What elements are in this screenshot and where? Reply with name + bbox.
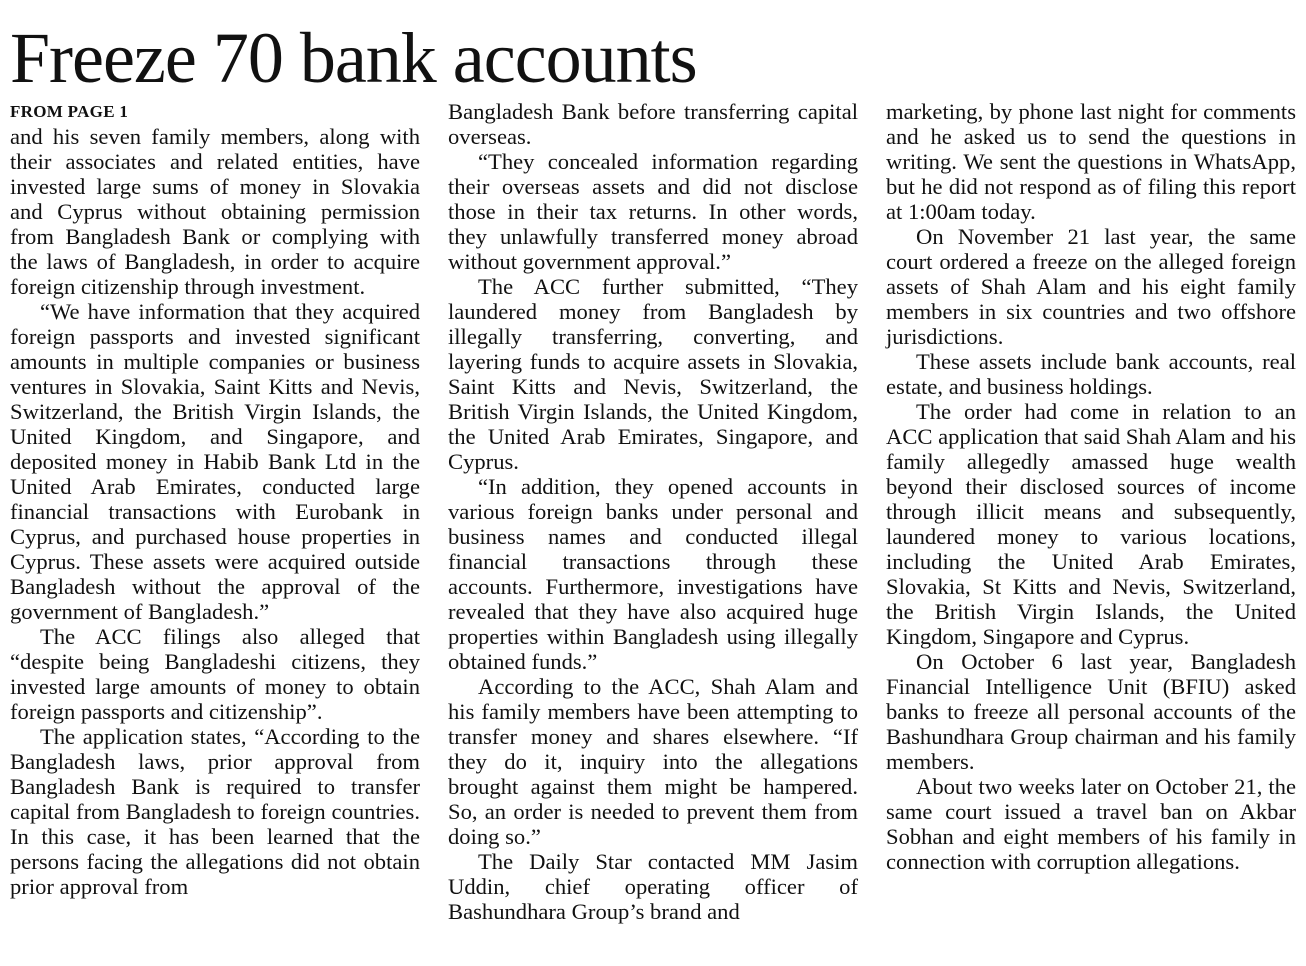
paragraph: “In addition, they opened accounts in various foreign banks under personal and business names and conducted illegal financial transactions through these accounts. Furthermore, investigations have revealed that they have also acquired huge properties within Bangladesh using illegally obtained funds.”	[448, 474, 858, 674]
article-column-3	[886, 99, 1296, 874]
paragraph: These assets include bank accounts, real estate, and business holdings.	[886, 349, 1296, 399]
continuation-kicker: FROM PAGE 1	[10, 102, 129, 121]
paragraph: According to the ACC, Shah Alam and his family members have been attempting to transfer money and shares elsewhere. “If they do it, inquiry into the allegations brought against them might be hampered. So, an order is needed to prevent them from doing so.”	[448, 674, 858, 849]
article-column-2	[448, 99, 858, 924]
headline: Freeze 70 bank accounts	[10, 18, 697, 98]
paragraph: The application states, “According to the Bangladesh laws, prior approval from Bangladesh Bank is required to transfer capital from Bangladesh to foreign countries. In this case, it has been learned that the persons facing the allegations did not obtain prior approval from	[10, 724, 420, 899]
paragraph: On October 6 last year, Bangladesh Financial Intelligence Unit (BFIU) asked banks to freeze all personal accounts of the Bashundhara Group chairman and his family members.	[886, 649, 1296, 774]
paragraph: About two weeks later on October 21, the same court issued a travel ban on Akbar Sobhan and eight members of his family in connection with corruption allegations.	[886, 774, 1296, 874]
paragraph: The Daily Star contacted MM Jasim Uddin, chief operating officer of Bashundhara Group’s brand and	[448, 849, 858, 924]
paragraph: “We have information that they acquired foreign passports and invested significant amounts in multiple companies or business ventures in Slovakia, Saint Kitts and Nevis, Switzerland, the British Virgin Islands, the United Kingdom, and Singapore, and deposited money in Habib Bank Ltd in the United Arab Emirates, conducted large financial transactions with Eurobank in Cyprus, and purchased house properties in Cyprus. These assets were acquired outside Bangladesh without the approval of the government of Bangladesh.”	[10, 299, 420, 624]
paragraph: and his seven family members, along with their associates and related entities, have invested large sums of money in Slovakia and Cyprus without obtaining permission from Bangladesh Bank or complying with the laws of Bangladesh, in order to acquire foreign citizenship through investment.	[10, 124, 420, 299]
paragraph: The ACC filings also alleged that “despite being Bangladeshi citizens, they invested large amounts of money to obtain foreign passports and citizenship”.	[10, 624, 420, 724]
paragraph: On November 21 last year, the same court ordered a freeze on the alleged foreign assets of Shah Alam and his eight family members in six countries and two offshore jurisdictions.	[886, 224, 1296, 349]
article-column-1	[10, 99, 420, 899]
paragraph: Bangladesh Bank before transferring capital overseas.	[448, 99, 858, 149]
paragraph: The ACC further submitted, “They laundered money from Bangladesh by illegally transferring, converting, and layering funds to acquire assets in Slovakia, Saint Kitts and Nevis, Switzerland, the British Virgin Islands, the United Kingdom, the United Arab Emirates, Singapore, and Cyprus.	[448, 274, 858, 474]
paragraph: marketing, by phone last night for comments and he asked us to send the questions in writing. We sent the questions in WhatsApp, but he did not respond as of filing this report at 1:00am today.	[886, 99, 1296, 224]
paragraph: The order had come in relation to an ACC application that said Shah Alam and his family allegedly amassed huge wealth beyond their disclosed sources of income through illicit means and subsequently, laundered money to various locations, including the United Arab Emirates, Slovakia, St Kitts and Nevis, Switzerland, the British Virgin Islands, the United Kingdom, Singapore and Cyprus.	[886, 399, 1296, 649]
paragraph: “They concealed information regarding their overseas assets and did not disclose those in their tax returns. In other words, they unlawfully transferred money abroad without government approval.”	[448, 149, 858, 274]
